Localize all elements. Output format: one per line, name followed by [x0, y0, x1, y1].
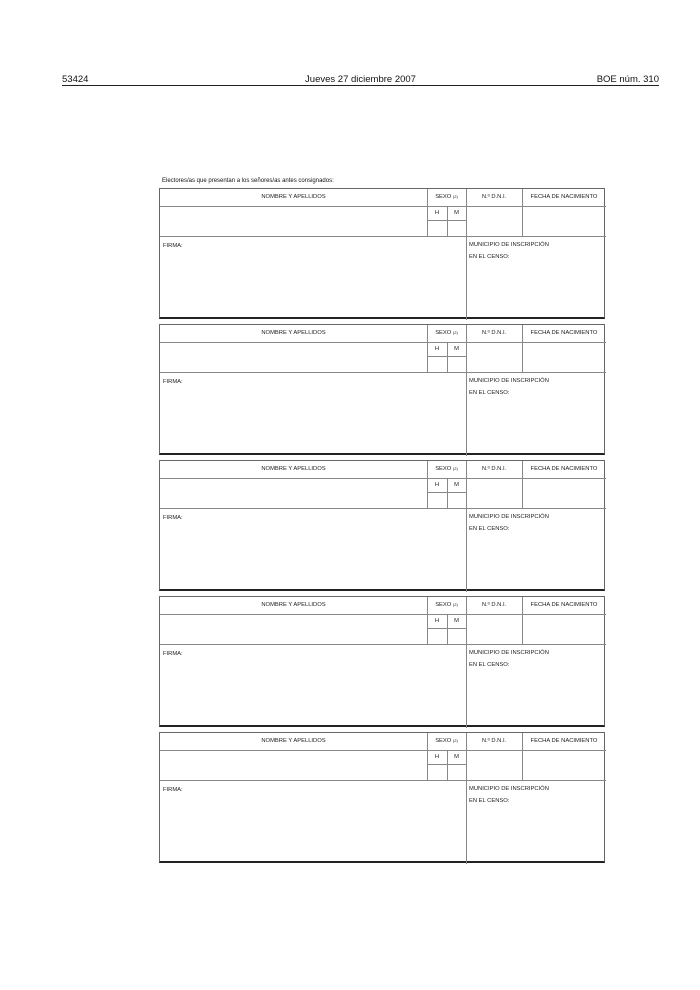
signature-label: FIRMA:: [163, 787, 183, 793]
male-label: H: [434, 346, 440, 352]
elector-block-2: [159, 324, 605, 455]
birthdate-header: FECHA DE NACIMIENTO: [530, 466, 598, 472]
signature-label: FIRMA:: [163, 379, 183, 385]
municipality-label-line1: MUNICIPIO DE INSCRIPCIÓN: [469, 786, 549, 792]
sex-footnote: (2): [452, 194, 458, 199]
intro-text: Electores/as que presentan a los señores/as antes consignados:: [162, 178, 334, 184]
elector-block-3: [159, 460, 605, 591]
page-number: 53424: [62, 74, 89, 85]
sex-header: SEXO $^{(2)}$: [435, 330, 458, 336]
municipality-field[interactable]: [467, 808, 606, 862]
bulletin-number: BOE núm. 310: [596, 74, 659, 85]
name-field[interactable]: [160, 479, 427, 508]
birthdate-header: FECHA DE NACIMIENTO: [530, 602, 598, 608]
male-checkbox[interactable]: [427, 357, 447, 372]
municipality-label-line1: MUNICIPIO DE INSCRIPCIÓN: [469, 650, 549, 656]
female-label: M: [454, 482, 459, 488]
name-header: NOMBRE Y APELLIDOS: [261, 738, 326, 744]
female-label: M: [454, 754, 459, 760]
female-checkbox[interactable]: [447, 357, 466, 372]
signature-field[interactable]: [160, 373, 466, 454]
elector-block-1: [159, 188, 605, 319]
name-header: NOMBRE Y APELLIDOS: [261, 194, 326, 200]
elector-block-5: [159, 732, 605, 863]
municipality-field[interactable]: [467, 672, 606, 726]
male-label: H: [434, 618, 440, 624]
municipality-label-line1: MUNICIPIO DE INSCRIPCIÓN: [469, 378, 549, 384]
name-field[interactable]: [160, 343, 427, 372]
dni-field[interactable]: [466, 343, 522, 372]
signature-label: FIRMA:: [163, 515, 183, 521]
municipality-label-line2: EN EL CENSO:: [469, 662, 510, 668]
signature-field[interactable]: [160, 237, 466, 318]
signature-field[interactable]: [160, 509, 466, 590]
birthdate-field[interactable]: [522, 343, 606, 372]
birthdate-field[interactable]: [522, 479, 606, 508]
dni-field[interactable]: [466, 207, 522, 236]
birthdate-header: FECHA DE NACIMIENTO: [530, 330, 598, 336]
male-label: H: [434, 210, 440, 216]
publication-date: Jueves 27 diciembre 2007: [305, 74, 416, 85]
male-checkbox[interactable]: [427, 493, 447, 508]
name-header: NOMBRE Y APELLIDOS: [261, 330, 326, 336]
male-label: H: [434, 754, 440, 760]
municipality-label-line1: MUNICIPIO DE INSCRIPCIÓN: [469, 514, 549, 520]
municipality-label-line2: EN EL CENSO:: [469, 390, 510, 396]
signature-field[interactable]: [160, 781, 466, 862]
dni-field[interactable]: [466, 751, 522, 780]
male-checkbox[interactable]: [427, 629, 447, 644]
municipality-field[interactable]: [467, 536, 606, 590]
birthdate-header: FECHA DE NACIMIENTO: [530, 194, 598, 200]
municipality-label-line2: EN EL CENSO:: [469, 798, 510, 804]
municipality-label-line2: EN EL CENSO:: [469, 526, 510, 532]
signature-label: FIRMA:: [163, 651, 183, 657]
sex-footnote: (2): [452, 330, 458, 335]
municipality-label-line1: MUNICIPIO DE INSCRIPCIÓN: [469, 242, 549, 248]
name-header: NOMBRE Y APELLIDOS: [261, 602, 326, 608]
male-checkbox[interactable]: [427, 221, 447, 236]
dni-field[interactable]: [466, 479, 522, 508]
female-checkbox[interactable]: [447, 629, 466, 644]
female-label: M: [454, 618, 459, 624]
municipality-label-line2: EN EL CENSO:: [469, 254, 510, 260]
sex-footnote: (2): [452, 602, 458, 607]
male-label: H: [434, 482, 440, 488]
dni-header: N.º D.N.I.: [481, 194, 507, 200]
dni-field[interactable]: [466, 615, 522, 644]
female-checkbox[interactable]: [447, 493, 466, 508]
signature-label: FIRMA:: [163, 243, 183, 249]
sex-footnote: (2): [452, 466, 458, 471]
female-checkbox[interactable]: [447, 221, 466, 236]
dni-header: N.º D.N.I.: [481, 602, 507, 608]
municipality-field[interactable]: [467, 264, 606, 318]
name-field[interactable]: [160, 615, 427, 644]
header-rule: [62, 85, 659, 86]
sex-header: SEXO $^{(2)}$: [435, 602, 458, 608]
municipality-field[interactable]: [467, 400, 606, 454]
female-label: M: [454, 346, 459, 352]
dni-header: N.º D.N.I.: [481, 330, 507, 336]
female-label: M: [454, 210, 459, 216]
elector-block-4: [159, 596, 605, 727]
dni-header: N.º D.N.I.: [481, 466, 507, 472]
name-field[interactable]: [160, 207, 427, 236]
name-header: NOMBRE Y APELLIDOS: [261, 466, 326, 472]
signature-field[interactable]: [160, 645, 466, 726]
dni-header: N.º D.N.I.: [481, 738, 507, 744]
sex-footnote: (2): [452, 738, 458, 743]
sex-header: SEXO $^{(2)}$: [435, 738, 458, 744]
birthdate-field[interactable]: [522, 751, 606, 780]
name-field[interactable]: [160, 751, 427, 780]
male-checkbox[interactable]: [427, 765, 447, 780]
sex-header: SEXO $^{(2)}$: [435, 194, 458, 200]
sex-header: SEXO $^{(2)}$: [435, 466, 458, 472]
birthdate-field[interactable]: [522, 615, 606, 644]
birthdate-field[interactable]: [522, 207, 606, 236]
female-checkbox[interactable]: [447, 765, 466, 780]
birthdate-header: FECHA DE NACIMIENTO: [530, 738, 598, 744]
